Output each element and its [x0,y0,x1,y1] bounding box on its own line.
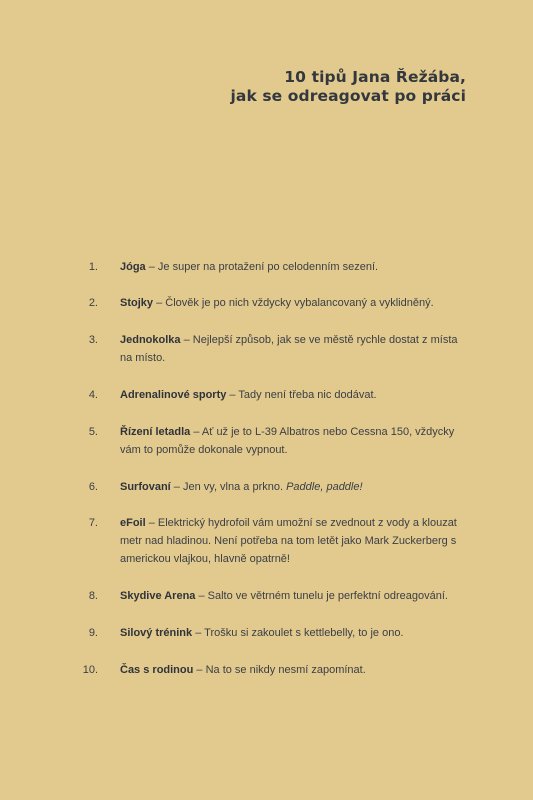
item-text [120,478,472,496]
item-title: eFoil [120,517,146,529]
item-text [120,331,472,367]
item-number: 4. [88,389,98,401]
item-number: 6. [88,481,98,493]
item-text [120,624,472,642]
item-text [120,587,472,605]
item-title: Surfovaní [120,481,171,493]
title-line-2: jak se odreagovat po práci [230,87,466,105]
item-number: 9. [88,627,98,639]
item-text [120,386,472,404]
item-number: 7. [88,517,98,529]
item-description: – Tady není třeba nic dodávat. [226,389,377,401]
item-text [120,661,472,679]
item-title: Čas s rodinou [120,664,194,676]
item-title: Skydive Arena [120,590,196,602]
item-description: – Člověk je po nich vždycky vybalancovaný a vyklidněný. [153,297,434,309]
item-text [120,294,472,312]
item-number: 2. [88,297,98,309]
item-description: – Nejlepší způsob, jak se ve městě rychle dostat z místa na místo. [120,334,458,365]
item-text [120,514,472,569]
item-italic: Paddle, paddle! [286,481,363,493]
item-title: Řízení letadla [120,426,191,438]
item-number: 10. [82,664,98,676]
item-number: 8. [88,590,98,602]
item-number: 3. [88,334,98,346]
item-description: – Jen vy, vlna a prkno. [170,481,287,493]
item-title: Jóga [120,261,146,273]
item-title: Stojky [120,297,154,309]
item-text [120,423,472,459]
item-text [120,258,472,276]
item-title: Adrenalinové sporty [120,389,227,401]
title-line-1: 10 tipů Jana Řežába, [284,68,466,86]
item-number: 1. [88,261,98,273]
item-description: – Trošku si zakoulet s kettlebelly, to je ono. [192,627,404,639]
item-description: – Ať už je to L-39 Albatros nebo Cessna 150, vždycky vám to pomůže dokonale vypnout. [120,426,455,457]
item-description: – Elektrický hydrofoil vám umožní se zvednout z vody a klouzat metr nad hladinou. Není potřeba na tom letět jako Mark Zuckerberg s americkou vlajkou, hlavně opatrně! [120,517,457,566]
item-title: Silový trénink [120,627,193,639]
item-title: Jednokolka [120,334,181,346]
item-number: 5. [88,426,98,438]
page-title [230,68,466,106]
item-description: – Na to se nikdy nesmí zapomínat. [193,664,366,676]
item-description: – Salto ve větrném tunelu je perfektní odreagování. [195,590,448,602]
item-description: – Je super na protažení po celodenním sezení. [145,261,379,273]
